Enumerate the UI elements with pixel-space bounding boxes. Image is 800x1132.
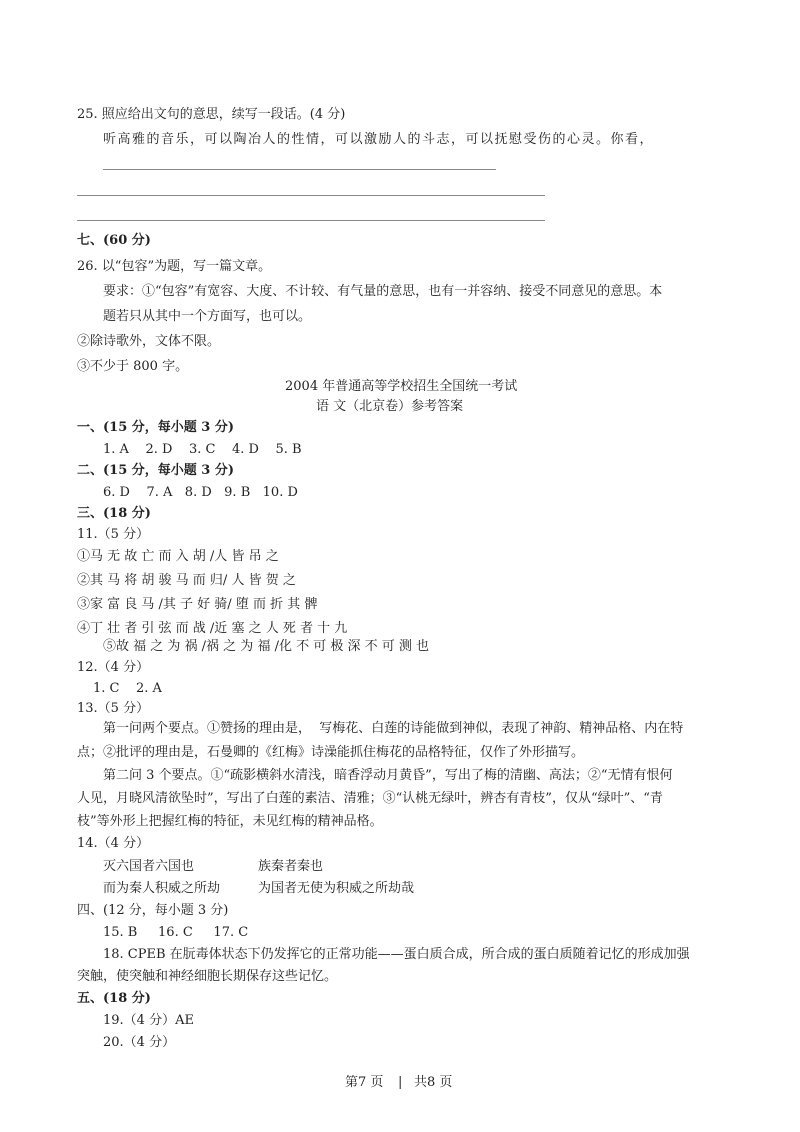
q14-heading: 14.（4 分）	[77, 836, 150, 851]
section-4-answers: 15. B 16. C 17. C	[103, 925, 249, 940]
q11-line-1: ①马 无 故 亡 而 入 胡 /人 皆 吊 之	[77, 549, 279, 564]
section-5-heading: 五、(18 分)	[77, 991, 151, 1006]
answer-line-2	[77, 195, 545, 196]
section-2-answers: 6. D 7. A 8. D 9. B 10. D	[103, 485, 298, 500]
q11-line-4: ④丁 壮 者 引 弦 而 战 /近 塞 之 人 死 者 十 九	[77, 621, 348, 636]
q26-stem: 26. 以“包容”为题，写一篇文章。	[77, 259, 272, 274]
answer-line-1	[103, 169, 496, 170]
q13-heading: 13.（5 分）	[77, 701, 150, 716]
q13-para-1b: 点；②批评的理由是，石曼卿的《红梅》诗澡能抓住梅花的品格特征，仅作了外形描写。	[77, 745, 585, 760]
q12-heading: 12.（4 分）	[77, 660, 150, 675]
q26-requirement-1-cont: 题若只从其中一个方面写，也可以。	[103, 309, 312, 324]
answer-line-3	[77, 220, 545, 221]
section-3-heading: 三、(18 分)	[77, 506, 151, 521]
q13-para-1a: 第一问两个要点。①赞扬的理由是， 写梅花、白莲的诗能做到神似，表现了神韵、精神品格、内在特	[103, 721, 684, 736]
page-total: 共8 页	[414, 1075, 453, 1090]
q11-line-5: ⑤故 福 之 为 祸 /祸 之 为 福 /化 不 可 极 深 不 可 测 也	[103, 639, 430, 654]
q11-heading: 11.（5 分）	[77, 527, 150, 542]
section-4-heading: 四、(12 分，每小题 3 分)	[77, 903, 229, 918]
section-7-heading: 七、(60 分)	[77, 233, 151, 248]
q26-requirement-1: 要求：①“包容”有宽容、大度、不计较、有气量的意思，也有一并容纳、接受不同意见的意思。本	[103, 284, 663, 299]
section-1-heading: 一、(15 分，每小题 3 分)	[77, 420, 235, 435]
q20-heading: 20.（4 分）	[103, 1035, 176, 1050]
q13-para-2b: 人见，月晓风清欲坠时”，写出了白莲的素洁、清雅；③“认桃无绿叶，辨杏有青枝”，仅从“绿叶”、“青	[77, 791, 663, 806]
page-number: 第7 页	[345, 1075, 384, 1090]
answer-key-title: 2004 年普通高等学校招生全国统一考试	[285, 379, 518, 394]
q13-para-2a: 第二问 3 个要点。①“疏影横斜水清浅，暗香浮动月黄昏”，写出了梅的清幽、高法；②“无情有恨何	[103, 768, 673, 783]
q13-para-2c: 枝”等外形上把握红梅的特征，未见红梅的精神品格。	[77, 814, 383, 829]
q25-stem: 25. 照应给出文句的意思，续写一段话。(4 分)	[77, 107, 346, 122]
q14-row2-right: 为国者无使为积威之所劫哉	[258, 881, 415, 896]
q18-line-b: 突触，使突触和神经细胞长期保存这些记忆。	[77, 969, 338, 984]
q25-text: 听高雅的音乐，可以陶冶人的性情，可以激励人的斗志，可以抚慰受伤的心灵。你看，	[103, 132, 655, 147]
q11-line-3: ③家 富 良 马 /其 子 好 骑/ 堕 而 折 其 髀	[77, 597, 318, 612]
q14-row1-right: 族秦者秦也	[258, 859, 324, 874]
q26-requirement-3: ③不少于 800 字。	[77, 359, 189, 374]
q11-line-2: ②其 马 将 胡 骏 马 而 归/ 人 皆 贺 之	[77, 573, 296, 588]
q26-requirement-2: ②除诗歌外，文体不限。	[77, 334, 221, 349]
q19-answer: 19.（4 分）AE	[103, 1013, 194, 1028]
q14-row2-left: 而为秦人积威之所劫	[103, 881, 221, 896]
q18-line-a: 18. CPEB 在朊毒体状态下仍发挥它的正常功能——蛋白质合成，所合成的蛋白质随着记忆的形成加强	[103, 947, 690, 962]
section-2-heading: 二、(15 分，每小题 3 分)	[77, 463, 235, 478]
q12-answers: 1. C 2. A	[93, 681, 162, 696]
section-1-answers: 1. A 2. D 3. C 4. D 5. B	[103, 442, 302, 457]
footer-separator: |	[398, 1075, 403, 1090]
answer-key-subtitle: 语 文（北京卷）参考答案	[316, 399, 464, 414]
q14-row1-left: 灭六国者六国也	[103, 859, 195, 874]
